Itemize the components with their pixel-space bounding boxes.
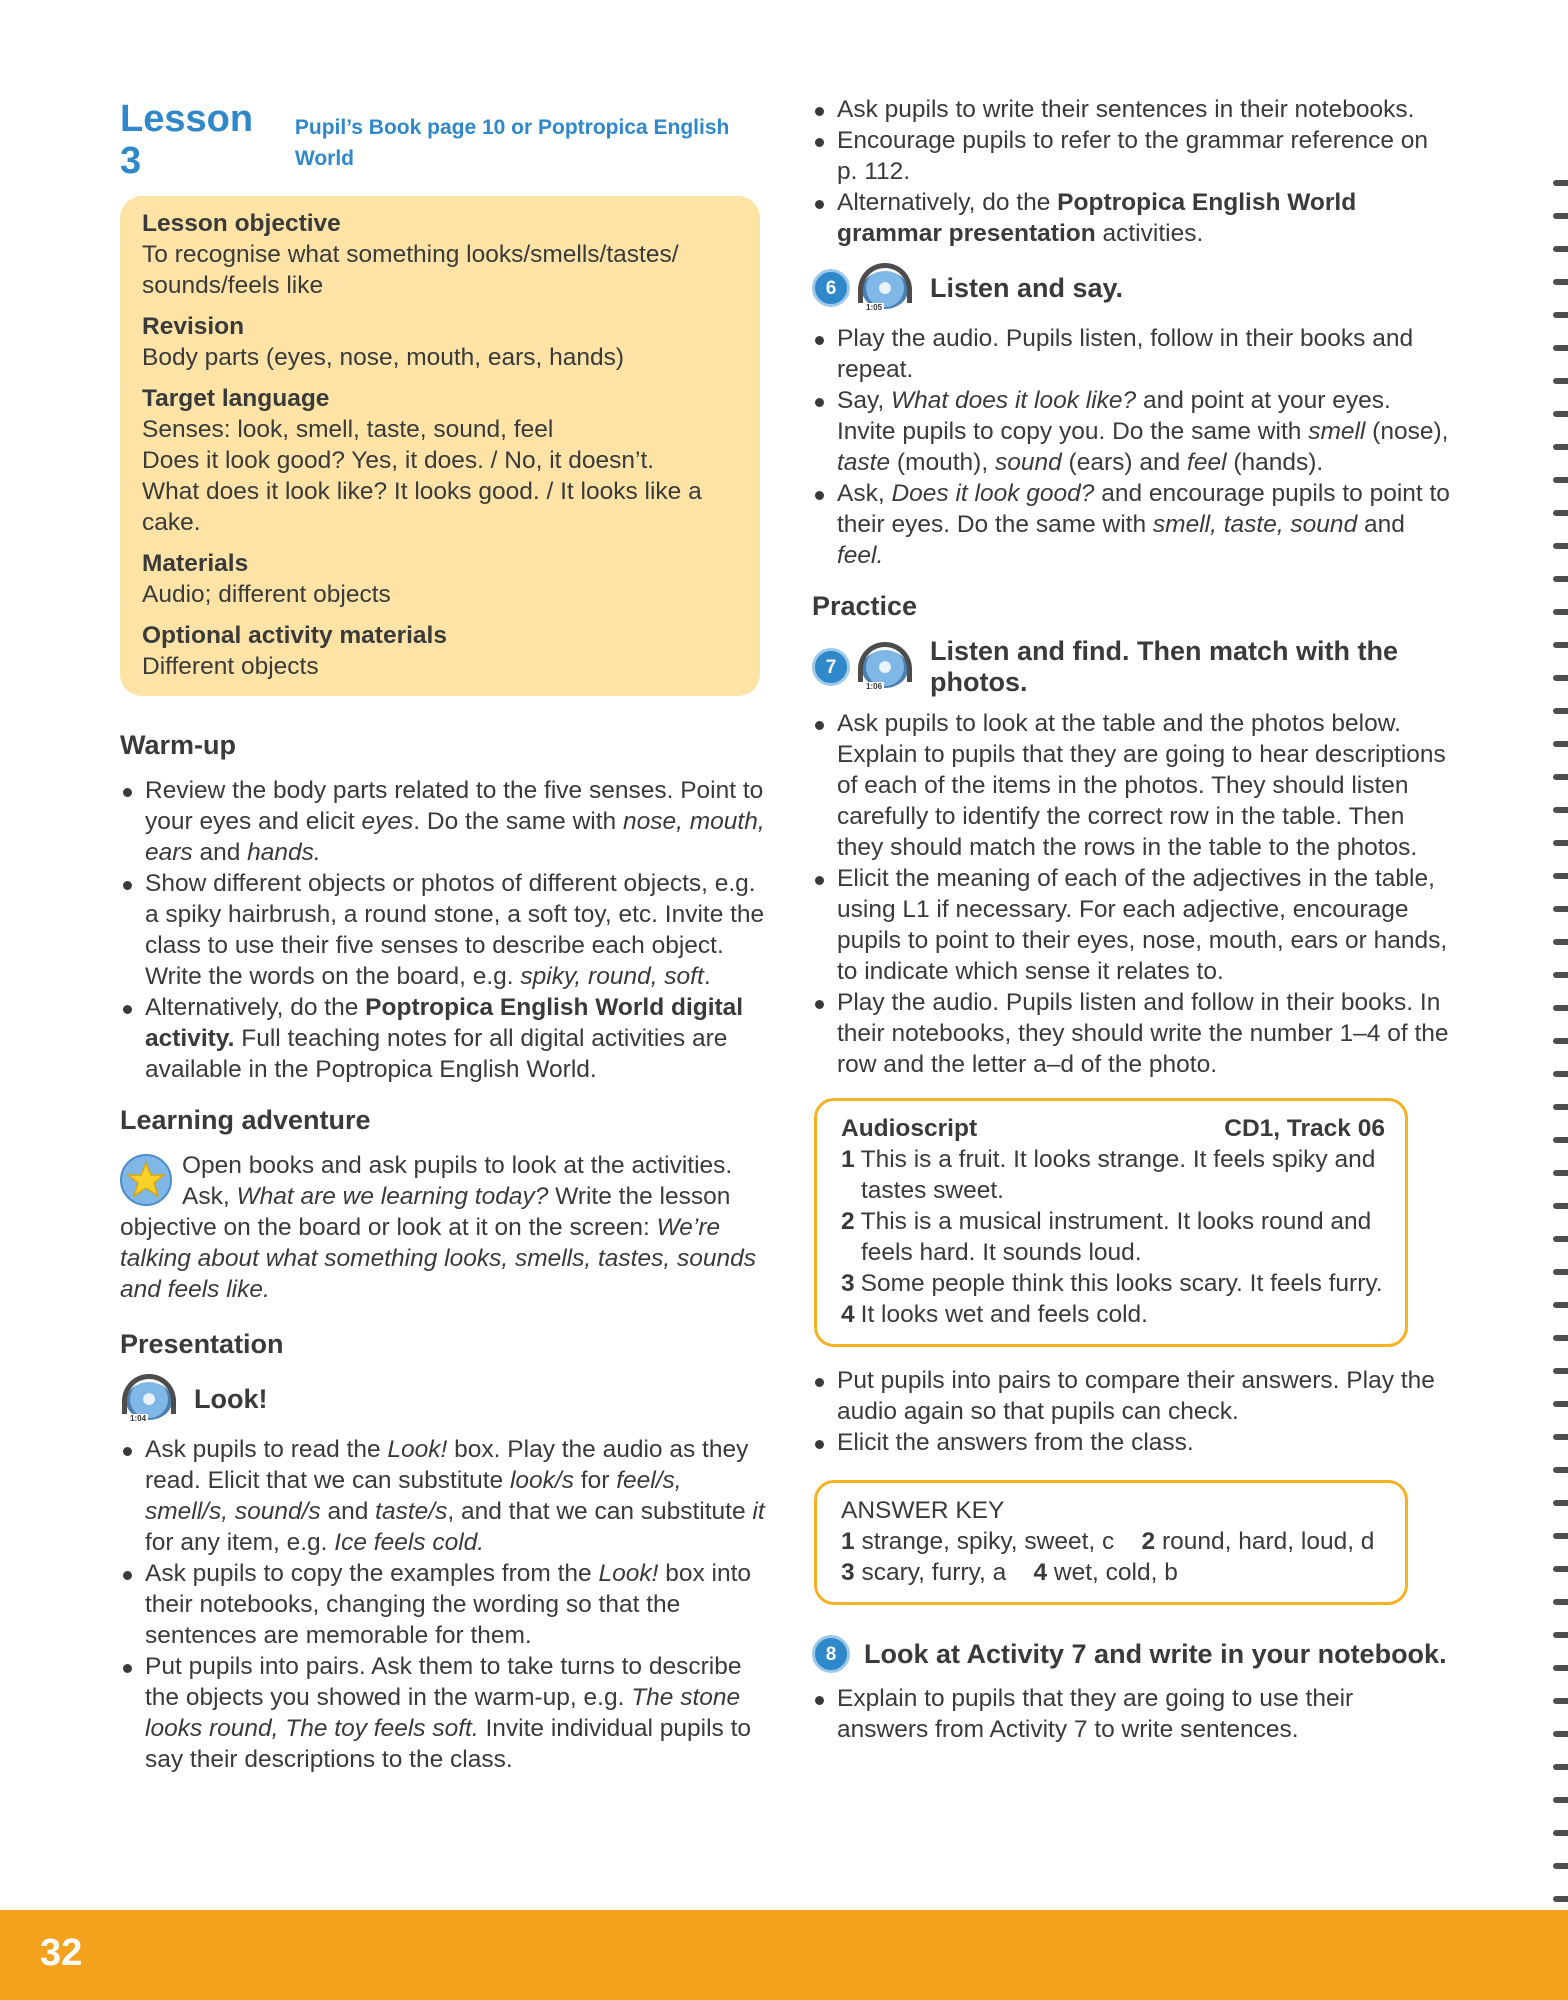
binding-ring xyxy=(1553,1071,1568,1077)
binding-ring xyxy=(1553,774,1568,780)
binding-ring xyxy=(1553,1797,1568,1803)
optional-materials-text: Different objects xyxy=(142,653,319,680)
binding-ring xyxy=(1553,510,1568,516)
binding-ring xyxy=(1553,180,1568,186)
list-item: Ask, Does it look good? and encourage pupils to point to their eyes. Do the same with smell, taste, sound and feel. xyxy=(812,478,1450,571)
binding-ring xyxy=(1553,1335,1568,1341)
audio-cd-icon: 1:05 xyxy=(856,263,914,313)
binding-ring xyxy=(1553,444,1568,450)
grammar-list xyxy=(812,94,1450,249)
target-language-line: Does it look good? Yes, it does. / No, it doesn’t. xyxy=(142,447,655,474)
star-icon xyxy=(120,1154,172,1206)
answer-key-row: 1 strange, spiky, sweet, c 2 round, hard, loud, d xyxy=(841,1528,1375,1555)
binding-ring xyxy=(1553,741,1568,747)
footer-bar xyxy=(0,1910,1568,2000)
audioscript-box xyxy=(814,1098,1408,1347)
binding-ring xyxy=(1553,345,1568,351)
binding-ring xyxy=(1553,906,1568,912)
binding-ring xyxy=(1553,1269,1568,1275)
binding-ring xyxy=(1553,642,1568,648)
page-number: 32 xyxy=(40,1932,83,1974)
answer-key-box xyxy=(814,1480,1408,1605)
binding-ring xyxy=(1553,1863,1568,1869)
binding-ring xyxy=(1553,1500,1568,1506)
activity-7-list xyxy=(812,708,1450,1080)
answer-key-row: 3 scary, furry, a 4 wet, cold, b xyxy=(841,1559,1178,1586)
binding-ring xyxy=(1553,1632,1568,1638)
list-item: 1 This is a fruit. It looks strange. It feels spiky and tastes sweet. xyxy=(841,1146,1376,1204)
binding-ring xyxy=(1553,609,1568,615)
revision-heading: Revision xyxy=(142,313,245,340)
binding-ring xyxy=(1553,675,1568,681)
binding-ring xyxy=(1553,708,1568,714)
warmup-list xyxy=(120,775,765,1085)
list-item: Ask pupils to copy the examples from the Look! box into their notebooks, changing the wording so that the sentences are memorable for them. xyxy=(120,1558,765,1651)
activity-6-list xyxy=(812,323,1450,571)
target-language-heading: Target language xyxy=(142,385,330,412)
activity-number-badge: 8 xyxy=(812,1635,850,1673)
binding-ring xyxy=(1553,477,1568,483)
activity-number-badge: 7 xyxy=(812,648,850,686)
binding-ring xyxy=(1553,213,1568,219)
list-item: Play the audio. Pupils listen and follow in their books. In their notebooks, they should write the number 1–4 of the row and the letter a–d of the photo. xyxy=(812,987,1450,1080)
binding-ring xyxy=(1553,411,1568,417)
materials-text: Audio; different objects xyxy=(142,581,391,608)
list-item: Play the audio. Pupils listen, follow in their books and repeat. xyxy=(812,323,1450,385)
activity-title: Look at Activity 7 and write in your notebook. xyxy=(864,1638,1447,1669)
look-heading xyxy=(120,1374,765,1424)
presentation-heading: Presentation xyxy=(120,1329,284,1359)
list-item: 3 Some people think this looks scary. It feels furry. xyxy=(841,1270,1383,1297)
binding-ring xyxy=(1553,1170,1568,1176)
binding-ring xyxy=(1553,873,1568,879)
objective-heading: Lesson objective xyxy=(142,210,341,237)
binding-ring xyxy=(1553,1203,1568,1209)
practice-heading: Practice xyxy=(812,591,918,621)
learning-adventure-text: Open books and ask pupils to look at the activities. Ask, What are we learning today? Write the lesson objective on the board or look at it on the screen: We’re talking about what something looks, smells, tastes, sounds and feels like. xyxy=(120,1152,756,1303)
answer-key-heading: ANSWER KEY xyxy=(841,1497,1005,1524)
binding-ring xyxy=(1553,1104,1568,1110)
binding-ring xyxy=(1553,312,1568,318)
list-item: Elicit the answers from the class. xyxy=(812,1427,1450,1458)
binding-ring xyxy=(1553,1467,1568,1473)
list-item: Explain to pupils that they are going to use their answers from Activity 7 to write sentences. xyxy=(812,1683,1450,1745)
binding-ring xyxy=(1553,1005,1568,1011)
look-title: Look! xyxy=(194,1383,268,1414)
lesson-subtitle: Pupil’s Book page 10 or Poptropica English World xyxy=(294,116,730,170)
list-item: Review the body parts related to the five senses. Point to your eyes and elicit eyes. Do the same with nose, mouth, ears and hands. xyxy=(120,775,765,868)
list-item: Ask pupils to write their sentences in their notebooks. xyxy=(812,94,1450,125)
binding-ring xyxy=(1553,939,1568,945)
activity-title: Listen and find. Then match with the photos. xyxy=(930,636,1399,697)
binding-ring xyxy=(1553,1368,1568,1374)
audioscript-heading: Audioscript xyxy=(841,1115,978,1142)
binding-ring xyxy=(1553,1665,1568,1671)
binding-ring xyxy=(1553,1302,1568,1308)
audioscript-header xyxy=(841,1113,1385,1144)
binding-ring xyxy=(1553,1599,1568,1605)
target-language-line: What does it look like? It looks good. / It looks like a cake. xyxy=(142,478,702,536)
audioscript-track: CD1, Track 06 xyxy=(1224,1115,1385,1142)
binding-ring xyxy=(1553,1401,1568,1407)
binding-ring xyxy=(1553,840,1568,846)
learning-adventure-heading: Learning adventure xyxy=(120,1105,371,1135)
list-item: Ask pupils to look at the table and the photos below. Explain to pupils that they are going to hear descriptions of each of the items in the photos. They should listen carefully to identify the correct row in the table. Then they should match the rows in the table to the photos. xyxy=(812,708,1450,863)
list-item: 2 This is a musical instrument. It looks round and feels hard. It sounds loud. xyxy=(841,1208,1372,1266)
optional-materials-heading: Optional activity materials xyxy=(142,622,447,649)
binding-ring xyxy=(1553,807,1568,813)
binding-ring xyxy=(1553,1533,1568,1539)
binding-ring xyxy=(1553,378,1568,384)
left-column xyxy=(120,94,765,1775)
audio-cd-icon: 1:04 xyxy=(120,1374,178,1424)
binding-ring xyxy=(1553,1038,1568,1044)
right-column xyxy=(812,94,1450,1745)
activity-7-heading xyxy=(812,636,1450,698)
warmup-heading: Warm-up xyxy=(120,730,236,760)
materials-heading: Materials xyxy=(142,550,249,577)
activity-6-heading xyxy=(812,263,1450,313)
list-item: Say, What does it look like? and point at your eyes. Invite pupils to copy you. Do the same with smell (nose), taste (mouth), sound (ears) and feel (hands). xyxy=(812,385,1450,478)
audio-cd-icon: 1:06 xyxy=(856,642,914,692)
lesson-objective-box xyxy=(120,196,760,696)
list-item: 4 It looks wet and feels cold. xyxy=(841,1301,1148,1328)
binding-ring xyxy=(1553,576,1568,582)
check-answers-list xyxy=(812,1365,1450,1458)
binding-ring xyxy=(1553,1731,1568,1737)
target-language-line: Senses: look, smell, taste, sound, feel xyxy=(142,416,554,443)
binding-ring xyxy=(1553,1566,1568,1572)
binding-ring xyxy=(1553,1764,1568,1770)
activity-number-badge: 6 xyxy=(812,269,850,307)
binding-ring xyxy=(1553,1434,1568,1440)
binding-ring xyxy=(1553,1236,1568,1242)
binding-ring xyxy=(1553,1137,1568,1143)
binding-ring xyxy=(1553,972,1568,978)
presentation-list xyxy=(120,1434,765,1775)
lesson-header xyxy=(120,98,765,182)
list-item: Ask pupils to read the Look! box. Play the audio as they read. Elicit that we can substitute look/s for feel/s, smell/s, sound/s and taste/s, and that we can substitute it for any item, e.g. Ice feels cold. xyxy=(120,1434,765,1558)
objective-text: To recognise what something looks/smells/tastes/ sounds/feels like xyxy=(142,241,679,299)
list-item: Alternatively, do the Poptropica English World digital activity. Full teaching notes for all digital activities are available in the Poptropica English World. xyxy=(120,992,765,1085)
revision-text: Body parts (eyes, nose, mouth, ears, hands) xyxy=(142,344,625,371)
binding-ring xyxy=(1553,543,1568,549)
list-item: Encourage pupils to refer to the grammar reference on p. 112. xyxy=(812,125,1450,187)
activity-title: Listen and say. xyxy=(930,272,1124,303)
list-item: Elicit the meaning of each of the adjectives in the table, using L1 if necessary. For each adjective, encourage pupils to point to their eyes, nose, mouth, ears or hands, to indicate which sense it relates to. xyxy=(812,863,1450,987)
list-item: Show different objects or photos of different objects, e.g. a spiky hairbrush, a round stone, a soft toy, etc. Invite the class to use their five senses to describe each object. Write the words on the board, e.g. spiky, round, soft. xyxy=(120,868,765,992)
binding-ring xyxy=(1553,1830,1568,1836)
list-item: Put pupils into pairs. Ask them to take turns to describe the objects you showed in the warm-up, e.g. The stone looks round, The toy feels soft. Invite individual pupils to say their descriptions to the class. xyxy=(120,1651,765,1775)
binding-ring xyxy=(1553,246,1568,252)
binding-ring xyxy=(1553,1896,1568,1902)
list-item: Put pupils into pairs to compare their answers. Play the audio again so that pupils can check. xyxy=(812,1365,1450,1427)
activity-8-heading xyxy=(812,1635,1450,1673)
activity-8-list xyxy=(812,1683,1450,1745)
binding-ring xyxy=(1553,1698,1568,1704)
list-item: Alternatively, do the Poptropica English World grammar presentation activities. xyxy=(812,187,1450,249)
binding-ring xyxy=(1553,279,1568,285)
lesson-title: Lesson 3 xyxy=(120,98,254,182)
